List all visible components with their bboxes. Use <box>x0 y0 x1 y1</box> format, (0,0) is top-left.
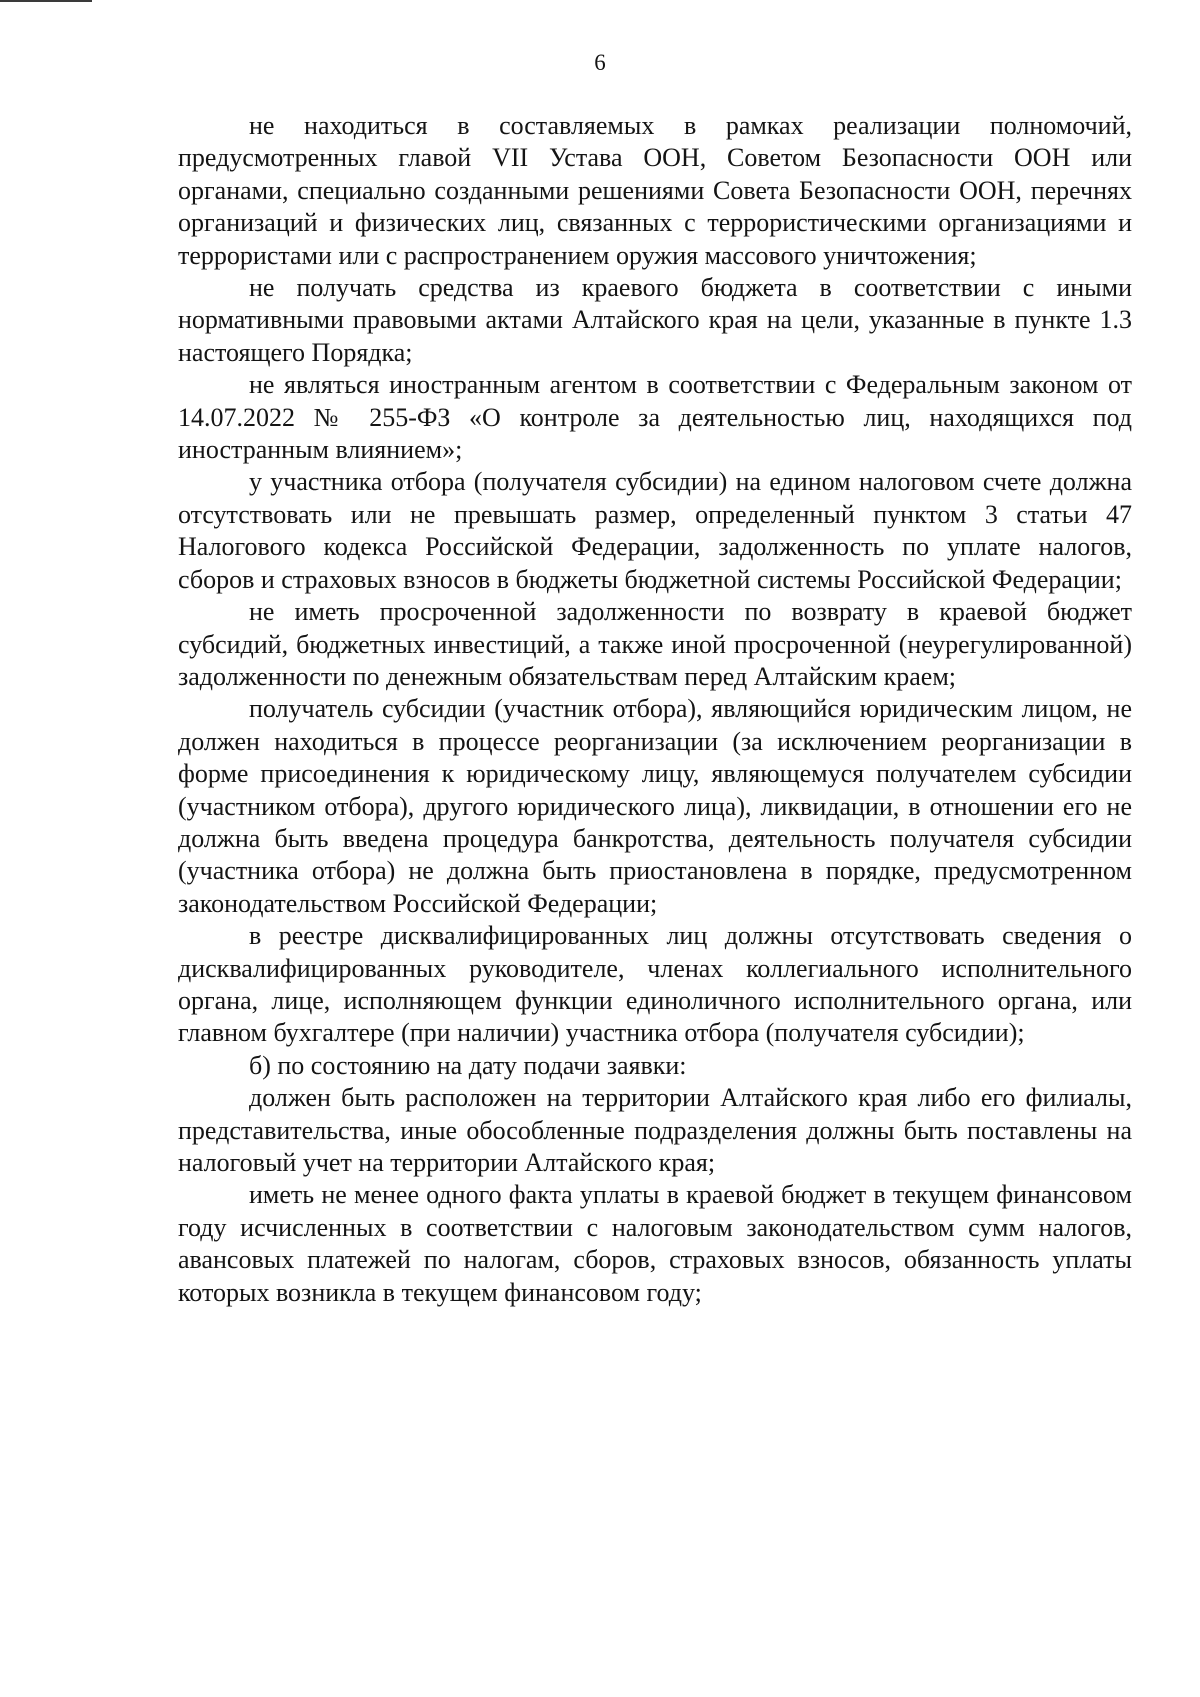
paragraph-disqualified-persons: в реестре дисквалифицированных лиц должны отсутствовать сведения о дисквалифицированных руководителе, членах коллегиального исполнительного органа, лице, исполняющем функции единоличного исполнительного органа, или главном бухгалтере (при наличии) участника отбора (получателя субсидии); <box>178 921 1132 1048</box>
paragraph-not-foreign-agent: не являться иностранным агентом в соответствии с Федеральным законом от 14.07.2022 № 255-ФЗ «О контроле за деятельностью лиц, находящихся под иностранным влиянием»; <box>178 370 1132 465</box>
scan-edge-mark <box>0 0 92 2</box>
paragraph-application-date-heading: б) по состоянию на дату подачи заявки: <box>249 1050 687 1080</box>
paragraph-un-sanctions-lists: не находиться в составляемых в рамках реализации полномочий, предусмотренных главой VII Устава ООН, Советом Безопасности ООН или органами, специально созданными решениями Совета Безопасности ООН, перечнях организаций и физических лиц, связанных с террористическими организациями и террористами или с распространением оружия массового уничтожения; <box>178 111 1132 270</box>
paragraph-location-altai: должен быть расположен на территории Алтайского края либо его филиалы, представительства, иные обособленные подразделения должны быть поставлены на налоговый учет на территории Алтайского края; <box>178 1083 1132 1177</box>
paragraph-tax-payment-fact: иметь не менее одного факта уплаты в краевой бюджет в текущем финансовом году исчисленных в соответствии с налоговым законодательством сумм налогов, авансовых платежей по налогам, сборов, страховых взносов, обязанность уплаты которых возникла в текущем финансовом году; <box>178 1180 1132 1307</box>
paragraph-no-other-budget-funds: не получать средства из краевого бюджета в соответствии с иными нормативными правовыми актами Алтайского края на цели, указанные в пункте 1.3 настоящего Порядка; <box>178 273 1132 367</box>
paragraph-no-reorganization: получатель субсидии (участник отбора), являющийся юридическим лицом, не должен находиться в процессе реорганизации (за исключением реорганизации в форме присоединения к юридическому лицу, являющемуся получателем субсидии (участником отбора), другого юридического лица), ликвидации, в отношении его не должна быть введена процедура банкротства, деятельность получателя субсидии (участника отбора) не должна быть приостановлена в порядке, предусмотренном законодательством Российской Федерации; <box>178 694 1132 918</box>
paragraph-no-overdue-debt: не иметь просроченной задолженности по возврату в краевой бюджет субсидий, бюджетных инвестиций, а также иной просроченной (неурегулированной) задолженности по денежным обязательствам перед Алтайским краем; <box>178 597 1132 691</box>
paragraph-tax-debt: у участника отбора (получателя субсидии) на едином налоговом счете должна отсутствовать или не превышать размер, определенный пунктом 3 статьи 47 Налогового кодекса Российской Федерации, задолженность по уплате налогов, сборов и страховых взносов в бюджеты бюджетной системы Российской Федерации; <box>178 467 1132 594</box>
document-body <box>178 110 1132 1309</box>
page-number: 6 <box>594 50 606 75</box>
